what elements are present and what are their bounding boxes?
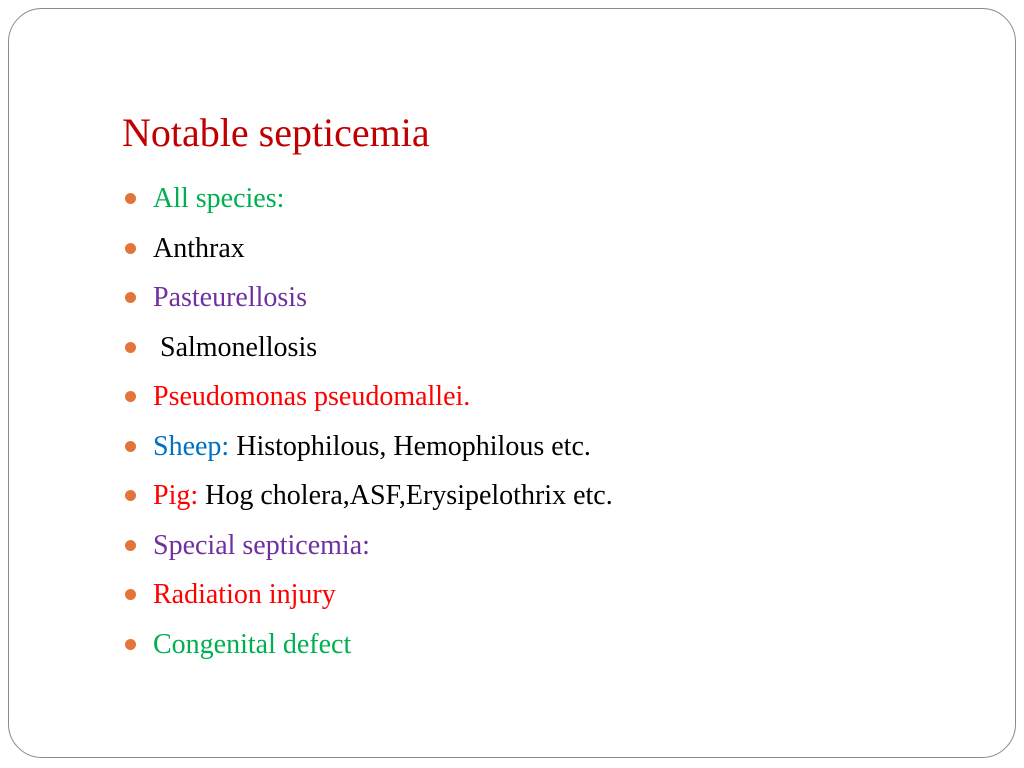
bullet-text: Pasteurellosis <box>153 282 307 313</box>
bullet-dot-icon <box>125 639 136 650</box>
bullet-text: Hog cholera,ASF,Erysipelothrix etc. <box>198 480 613 511</box>
bullet-item <box>123 471 613 521</box>
bullet-item <box>123 422 613 472</box>
bullet-item <box>123 174 613 224</box>
bullet-text: Histophilous, Hemophilous etc. <box>229 430 591 462</box>
bullet-item <box>123 620 613 670</box>
bullet-list <box>123 174 613 669</box>
bullet-item <box>123 570 613 620</box>
bullet-item <box>123 273 613 323</box>
bullet-text: Radiation injury <box>153 579 336 610</box>
slide <box>8 8 1016 758</box>
bullet-text: Pseudomonas pseudomallei. <box>153 381 471 412</box>
bullet-dot-icon <box>125 342 136 353</box>
bullet-text: All species: <box>153 183 285 214</box>
slide-title: Notable septicemia <box>122 110 430 155</box>
bullet-text: Anthrax <box>153 232 245 264</box>
bullet-item <box>123 521 613 571</box>
bullet-dot-icon <box>125 490 136 501</box>
bullet-item <box>123 323 613 373</box>
bullet-text: Salmonellosis <box>153 331 318 363</box>
bullet-dot-icon <box>125 441 136 452</box>
bullet-dot-icon <box>125 540 136 551</box>
bullet-dot-icon <box>125 589 136 600</box>
bullet-text: Sheep: <box>153 430 230 462</box>
bullet-dot-icon <box>125 193 136 204</box>
bullet-dot-icon <box>125 391 136 402</box>
bullet-dot-icon <box>125 243 136 254</box>
bullet-text: Congenital defect <box>153 628 352 660</box>
bullet-text: Pig: <box>153 480 199 511</box>
bullet-dot-icon <box>125 292 136 303</box>
bullet-text: Special septicemia: <box>153 529 370 561</box>
bullet-item <box>123 372 613 422</box>
bullet-item <box>123 224 613 274</box>
